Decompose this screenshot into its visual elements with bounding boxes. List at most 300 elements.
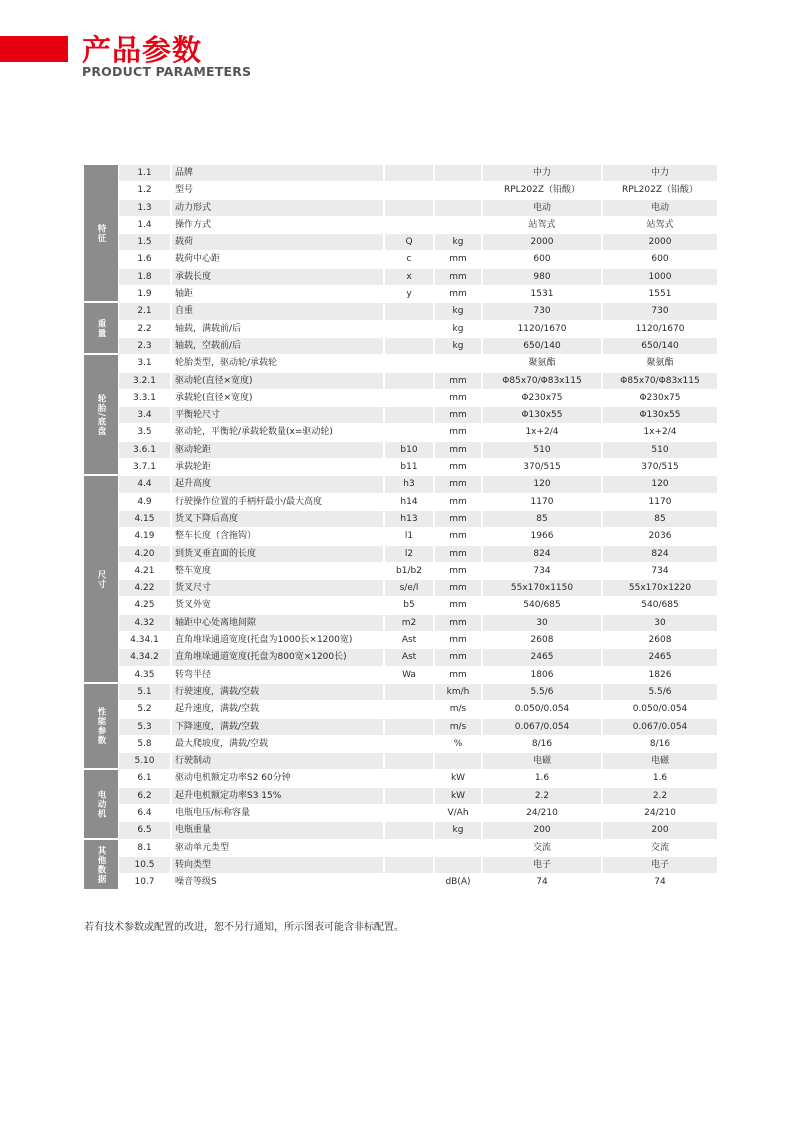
param-number: 4.34.1 [119,632,172,649]
section-rows [119,684,717,770]
param-name: 直角堆垛通道宽度(托盘为1000长×1200宽) [172,632,385,649]
param-value-model-2: 2000 [603,234,717,251]
param-name: 转弯半径 [172,667,385,684]
table-row [119,182,717,199]
param-symbol: h13 [385,511,435,528]
spec-section [84,684,717,770]
param-number: 2.1 [119,303,172,320]
param-unit: mm [435,667,483,684]
param-symbol [385,788,435,805]
param-name: 品牌 [172,165,385,182]
param-unit: mm [435,597,483,614]
param-number: 4.20 [119,546,172,563]
table-row [119,615,717,632]
param-number: 4.21 [119,563,172,580]
param-number: 1.4 [119,217,172,234]
param-value-model-1: 24/210 [483,805,603,822]
param-symbol: b11 [385,459,435,476]
table-row [119,269,717,286]
param-value-model-2: 85 [603,511,717,528]
param-number: 4.34.2 [119,649,172,666]
param-name: 载荷 [172,234,385,251]
param-value-model-1: 55x170x1150 [483,580,603,597]
param-value-model-1: 0.050/0.054 [483,701,603,718]
param-symbol [385,719,435,736]
param-symbol: y [385,286,435,303]
table-row [119,234,717,251]
param-value-model-1: 650/140 [483,338,603,355]
param-number: 1.3 [119,200,172,217]
param-value-model-2: 120 [603,476,717,493]
param-name: 货叉尺寸 [172,580,385,597]
param-unit: V/Ah [435,805,483,822]
section-rows [119,355,717,476]
section-label-text: 尺寸 [96,569,106,589]
param-value-model-2: Φ130x55 [603,407,717,424]
param-number: 1.9 [119,286,172,303]
param-value-model-2: 站驾式 [603,217,717,234]
table-row [119,840,717,857]
param-symbol [385,684,435,701]
param-value-model-2: 370/515 [603,459,717,476]
param-value-model-2: 24/210 [603,805,717,822]
param-unit: mm [435,424,483,441]
table-row [119,580,717,597]
param-name: 承载轮(直径×宽度) [172,390,385,407]
param-number: 5.1 [119,684,172,701]
table-row [119,494,717,511]
param-name: 电瓶电压/标称容量 [172,805,385,822]
param-value-model-1: Φ130x55 [483,407,603,424]
param-unit: kg [435,303,483,320]
table-row [119,719,717,736]
param-unit: mm [435,476,483,493]
param-number: 6.5 [119,822,172,839]
param-value-model-2: 2036 [603,528,717,545]
table-row [119,770,717,787]
param-unit: kg [435,822,483,839]
param-value-model-1: 200 [483,822,603,839]
param-unit: mm [435,511,483,528]
param-number: 5.10 [119,753,172,770]
section-label [84,476,119,684]
param-name: 轴载，满载前/后 [172,321,385,338]
param-value-model-1: 74 [483,874,603,891]
param-value-model-2: 8/16 [603,736,717,753]
param-value-model-2: 0.067/0.054 [603,719,717,736]
param-number: 5.3 [119,719,172,736]
param-symbol [385,407,435,424]
param-value-model-1: 电磁 [483,753,603,770]
param-number: 6.1 [119,770,172,787]
param-symbol [385,822,435,839]
section-label [84,770,119,839]
table-row [119,788,717,805]
param-number: 3.1 [119,355,172,372]
param-symbol [385,840,435,857]
param-unit: mm [435,459,483,476]
param-symbol [385,874,435,891]
param-unit [435,840,483,857]
param-value-model-2: 540/685 [603,597,717,614]
param-value-model-2: 1120/1670 [603,321,717,338]
param-number: 3.5 [119,424,172,441]
param-number: 3.2.1 [119,373,172,390]
table-row [119,857,717,874]
param-number: 3.3.1 [119,390,172,407]
param-number: 3.4 [119,407,172,424]
param-number: 4.15 [119,511,172,528]
param-number: 4.35 [119,667,172,684]
spec-section [84,165,717,303]
param-symbol: Ast [385,632,435,649]
param-name: 轴距 [172,286,385,303]
param-value-model-2: 730 [603,303,717,320]
param-value-model-1: 730 [483,303,603,320]
section-label-text: 重量 [96,318,106,338]
param-value-model-2: 824 [603,546,717,563]
table-row [119,459,717,476]
param-name: 整车宽度 [172,563,385,580]
param-value-model-1: 站驾式 [483,217,603,234]
param-unit [435,182,483,199]
table-row [119,701,717,718]
param-unit: mm [435,615,483,632]
section-rows [119,840,717,892]
param-symbol [385,303,435,320]
param-name: 轮胎类型，驱动轮/承载轮 [172,355,385,372]
param-value-model-2: 电子 [603,857,717,874]
param-name: 电瓶重量 [172,822,385,839]
param-value-model-1: 1531 [483,286,603,303]
param-value-model-1: 2608 [483,632,603,649]
param-name: 载荷中心距 [172,251,385,268]
section-rows [119,476,717,684]
param-value-model-2: 聚氨酯 [603,355,717,372]
section-rows [119,770,717,839]
param-value-model-1: 120 [483,476,603,493]
param-name: 整车长度（含拖钩） [172,528,385,545]
param-number: 3.7.1 [119,459,172,476]
param-name: 起升高度 [172,476,385,493]
param-value-model-1: 电子 [483,857,603,874]
param-value-model-2: 电动 [603,200,717,217]
param-unit: mm [435,407,483,424]
param-number: 4.22 [119,580,172,597]
param-symbol: x [385,269,435,286]
spec-table [84,165,717,891]
table-row [119,684,717,701]
param-symbol [385,373,435,390]
param-number: 1.6 [119,251,172,268]
param-unit [435,753,483,770]
page-subtitle: PRODUCT PARAMETERS [82,64,252,79]
param-symbol: Q [385,234,435,251]
param-name: 直角堆垛通道宽度(托盘为800宽×1200长) [172,649,385,666]
spec-section [84,355,717,476]
section-rows [119,165,717,303]
param-number: 4.25 [119,597,172,614]
param-value-model-2: 650/140 [603,338,717,355]
param-name: 下降速度，满载/空载 [172,719,385,736]
section-label [84,165,119,303]
spec-section [84,303,717,355]
param-value-model-2: 30 [603,615,717,632]
param-number: 10.7 [119,874,172,891]
section-label [84,303,119,355]
param-number: 1.8 [119,269,172,286]
param-number: 8.1 [119,840,172,857]
param-value-model-1: 1170 [483,494,603,511]
table-row [119,424,717,441]
section-label-text: 特征 [96,223,106,243]
table-row [119,200,717,217]
param-unit [435,165,483,182]
table-row [119,753,717,770]
param-value-model-1: 85 [483,511,603,528]
param-value-model-2: 电磁 [603,753,717,770]
param-value-model-1: 2465 [483,649,603,666]
param-name: 平衡轮尺寸 [172,407,385,424]
table-row [119,528,717,545]
param-symbol [385,321,435,338]
param-symbol: l1 [385,528,435,545]
param-symbol: m2 [385,615,435,632]
param-number: 4.9 [119,494,172,511]
param-value-model-2: Φ230x75 [603,390,717,407]
param-value-model-2: 1551 [603,286,717,303]
param-unit: mm [435,649,483,666]
param-unit: kg [435,321,483,338]
table-row [119,476,717,493]
section-rows [119,303,717,355]
param-number: 10.5 [119,857,172,874]
section-label-text: 轮胎/底盘 [96,393,106,436]
section-label-text: 电动机 [96,789,106,819]
param-value-model-2: Φ85x70/Φ83x115 [603,373,717,390]
table-row [119,597,717,614]
param-value-model-2: 1.6 [603,770,717,787]
table-row [119,874,717,891]
param-value-model-2: 734 [603,563,717,580]
param-unit: mm [435,494,483,511]
table-row [119,390,717,407]
param-symbol [385,355,435,372]
param-symbol [385,165,435,182]
param-name: 自重 [172,303,385,320]
param-value-model-2: 2465 [603,649,717,666]
param-name: 噪音等级S [172,874,385,891]
param-value-model-2: 200 [603,822,717,839]
param-name: 型号 [172,182,385,199]
param-symbol [385,217,435,234]
param-value-model-2: RPL202Z（铅酸） [603,182,717,199]
table-row [119,303,717,320]
param-name: 行驶制动 [172,753,385,770]
table-row [119,442,717,459]
param-symbol: b10 [385,442,435,459]
section-label-text: 性能参数 [96,707,106,746]
param-value-model-1: 2000 [483,234,603,251]
table-row [119,373,717,390]
param-value-model-1: 980 [483,269,603,286]
param-number: 1.2 [119,182,172,199]
param-unit [435,355,483,372]
param-value-model-1: 8/16 [483,736,603,753]
param-unit: kW [435,770,483,787]
param-symbol [385,736,435,753]
table-row [119,649,717,666]
param-unit: % [435,736,483,753]
table-row [119,355,717,372]
table-row [119,805,717,822]
table-row [119,736,717,753]
param-value-model-1: 0.067/0.054 [483,719,603,736]
param-unit: kW [435,788,483,805]
param-name: 轴载，空载前/后 [172,338,385,355]
param-symbol: Wa [385,667,435,684]
param-number: 6.4 [119,805,172,822]
param-symbol: h3 [385,476,435,493]
section-label [84,355,119,476]
param-unit [435,200,483,217]
param-number: 6.2 [119,788,172,805]
section-label [84,840,119,892]
param-name: 轴距中心处离地间隙 [172,615,385,632]
param-number: 4.4 [119,476,172,493]
param-symbol [385,805,435,822]
param-unit: mm [435,528,483,545]
param-symbol [385,701,435,718]
param-name: 最大爬坡度，满载/空载 [172,736,385,753]
param-value-model-2: 600 [603,251,717,268]
page-title: 产品参数 [82,33,203,67]
param-symbol [385,753,435,770]
param-unit: mm [435,442,483,459]
param-name: 承载长度 [172,269,385,286]
param-name: 驱动轮(直径×宽度) [172,373,385,390]
param-name: 起升速度，满载/空载 [172,701,385,718]
param-unit [435,217,483,234]
table-row [119,563,717,580]
param-value-model-2: 0.050/0.054 [603,701,717,718]
param-unit: km/h [435,684,483,701]
param-name: 驱动轮距 [172,442,385,459]
param-value-model-1: 600 [483,251,603,268]
param-name: 驱动单元类型 [172,840,385,857]
param-value-model-2: 1000 [603,269,717,286]
param-value-model-2: 中力 [603,165,717,182]
param-value-model-1: 30 [483,615,603,632]
param-unit: kg [435,338,483,355]
param-number: 2.3 [119,338,172,355]
table-row [119,165,717,182]
param-value-model-1: 370/515 [483,459,603,476]
param-name: 动力形式 [172,200,385,217]
param-unit: mm [435,580,483,597]
param-value-model-1: 540/685 [483,597,603,614]
param-name: 起升电机额定功率S3 15% [172,788,385,805]
param-value-model-2: 5.5/6 [603,684,717,701]
param-value-model-1: 734 [483,563,603,580]
param-unit: mm [435,632,483,649]
param-value-model-2: 2.2 [603,788,717,805]
param-value-model-1: 1x+2/4 [483,424,603,441]
param-number: 1.5 [119,234,172,251]
param-unit: mm [435,251,483,268]
table-row [119,217,717,234]
param-value-model-1: 824 [483,546,603,563]
param-value-model-1: 交流 [483,840,603,857]
param-value-model-1: 1966 [483,528,603,545]
param-unit: m/s [435,719,483,736]
param-name: 行驶操作位置的手柄杆最小/最大高度 [172,494,385,511]
spec-section [84,840,717,892]
param-value-model-2: 2608 [603,632,717,649]
param-number: 1.1 [119,165,172,182]
param-value-model-1: RPL202Z（铅酸） [483,182,603,199]
param-unit: dB(A) [435,874,483,891]
param-value-model-1: Φ230x75 [483,390,603,407]
table-row [119,822,717,839]
param-symbol [385,390,435,407]
param-unit: mm [435,563,483,580]
param-number: 2.2 [119,321,172,338]
param-value-model-1: 1120/1670 [483,321,603,338]
footnote: 若有技术参数或配置的改进，恕不另行通知，所示图表可能含非标配置。 [84,922,404,933]
param-value-model-2: 74 [603,874,717,891]
spec-section [84,476,717,684]
param-symbol: s/e/l [385,580,435,597]
table-row [119,407,717,424]
param-symbol [385,857,435,874]
param-symbol: l2 [385,546,435,563]
table-row [119,667,717,684]
param-symbol [385,338,435,355]
table-row [119,511,717,528]
param-name: 驱动轮，平衡轮/承载轮数量(x=驱动轮) [172,424,385,441]
param-value-model-1: 电动 [483,200,603,217]
param-name: 货叉下降后高度 [172,511,385,528]
param-value-model-2: 55x170x1220 [603,580,717,597]
table-row [119,338,717,355]
param-name: 行驶速度，满载/空载 [172,684,385,701]
param-unit: mm [435,390,483,407]
param-value-model-1: 1806 [483,667,603,684]
param-symbol: b1/b2 [385,563,435,580]
param-value-model-2: 1826 [603,667,717,684]
table-row [119,546,717,563]
param-value-model-2: 1170 [603,494,717,511]
param-value-model-1: Φ85x70/Φ83x115 [483,373,603,390]
table-row [119,251,717,268]
param-number: 4.19 [119,528,172,545]
param-value-model-1: 中力 [483,165,603,182]
param-value-model-2: 交流 [603,840,717,857]
param-value-model-2: 1x+2/4 [603,424,717,441]
param-symbol [385,182,435,199]
param-value-model-1: 1.6 [483,770,603,787]
table-row [119,321,717,338]
param-symbol: c [385,251,435,268]
param-name: 驱动电机额定功率S2 60分钟 [172,770,385,787]
param-name: 到货叉垂直面的长度 [172,546,385,563]
param-value-model-1: 5.5/6 [483,684,603,701]
param-symbol: h14 [385,494,435,511]
param-value-model-1: 2.2 [483,788,603,805]
spec-section [84,770,717,839]
param-number: 4.32 [119,615,172,632]
